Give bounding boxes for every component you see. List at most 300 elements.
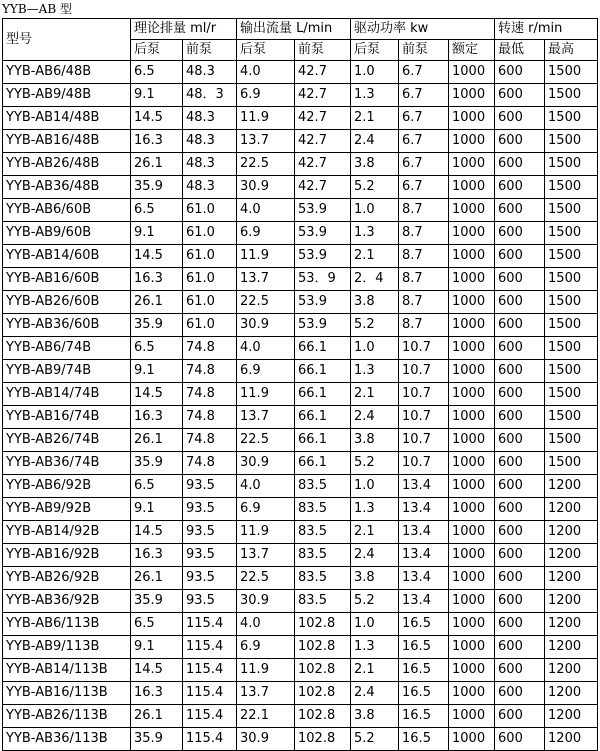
value-cell: 1500 [545, 61, 598, 84]
value-cell: 93.5 [183, 475, 237, 498]
value-cell: 1.3 [351, 360, 399, 383]
value-cell: 5.2 [351, 314, 399, 337]
model-cell: YYB-AB6/74B [3, 337, 131, 360]
table-row [3, 130, 598, 153]
value-cell: 1500 [545, 406, 598, 429]
value-cell: 13.4 [399, 498, 449, 521]
table-row [3, 153, 598, 176]
table-row [3, 659, 598, 682]
value-cell: 48.3 [183, 153, 237, 176]
value-cell: 35.9 [131, 590, 183, 613]
table-row [3, 544, 598, 567]
value-cell: 600 [495, 222, 545, 245]
value-cell: 6.5 [131, 199, 183, 222]
value-cell: 6.7 [399, 84, 449, 107]
model-cell: YYB-AB26/60B [3, 291, 131, 314]
subheader-cell: 最高 [545, 40, 598, 61]
value-cell: 61.0 [183, 314, 237, 337]
value-cell: 600 [495, 130, 545, 153]
value-cell: 8.7 [399, 245, 449, 268]
value-cell: 42.7 [295, 176, 351, 199]
model-cell: YYB-AB16/60B [3, 268, 131, 291]
value-cell: 66.1 [295, 429, 351, 452]
header-flow: 输出流量 L/min [237, 19, 351, 40]
value-cell: 1500 [545, 452, 598, 475]
model-cell: YYB-AB9/48B [3, 84, 131, 107]
value-cell: 1200 [545, 728, 598, 751]
subheader-cell: 额定 [449, 40, 495, 61]
value-cell: 6.7 [399, 176, 449, 199]
value-cell: 600 [495, 613, 545, 636]
value-cell: 1500 [545, 84, 598, 107]
value-cell: 1500 [545, 337, 598, 360]
value-cell: 14.5 [131, 107, 183, 130]
value-cell: 9.1 [131, 84, 183, 107]
value-cell: 1500 [545, 245, 598, 268]
value-cell: 1000 [449, 268, 495, 291]
value-cell: 6.9 [237, 498, 295, 521]
value-cell: 14.5 [131, 521, 183, 544]
table-row [3, 452, 598, 475]
value-cell: 8.7 [399, 268, 449, 291]
table-row [3, 84, 598, 107]
model-cell: YYB-AB16/48B [3, 130, 131, 153]
value-cell: 1000 [449, 383, 495, 406]
value-cell: 1.3 [351, 636, 399, 659]
value-cell: 1200 [545, 659, 598, 682]
value-cell: 53.9 [295, 245, 351, 268]
value-cell: 61.0 [183, 199, 237, 222]
value-cell: 600 [495, 107, 545, 130]
value-cell: 1.0 [351, 199, 399, 222]
value-cell: 6.5 [131, 613, 183, 636]
value-cell: 1000 [449, 291, 495, 314]
value-cell: 1.0 [351, 61, 399, 84]
value-cell: 600 [495, 176, 545, 199]
value-cell: 93.5 [183, 567, 237, 590]
table-row [3, 498, 598, 521]
value-cell: 14.5 [131, 383, 183, 406]
value-cell: 1200 [545, 636, 598, 659]
value-cell: 102.8 [295, 659, 351, 682]
value-cell: 13.4 [399, 475, 449, 498]
header-row [3, 19, 598, 40]
value-cell: 66.1 [295, 406, 351, 429]
model-cell: YYB-AB14/113B [3, 659, 131, 682]
value-cell: 14.5 [131, 245, 183, 268]
value-cell: 115.4 [183, 613, 237, 636]
value-cell: 600 [495, 521, 545, 544]
table-body [3, 61, 598, 751]
value-cell: 4.0 [237, 337, 295, 360]
value-cell: 83.5 [295, 567, 351, 590]
value-cell: 26.1 [131, 429, 183, 452]
value-cell: 8.7 [399, 222, 449, 245]
value-cell: 26.1 [131, 567, 183, 590]
model-cell: YYB-AB36/60B [3, 314, 131, 337]
value-cell: 115.4 [183, 659, 237, 682]
value-cell: 600 [495, 705, 545, 728]
value-cell: 6.9 [237, 84, 295, 107]
value-cell: 1.3 [351, 498, 399, 521]
value-cell: 61.0 [183, 222, 237, 245]
table-row [3, 728, 598, 751]
value-cell: 2.1 [351, 383, 399, 406]
value-cell: 600 [495, 636, 545, 659]
value-cell: 93.5 [183, 590, 237, 613]
value-cell: 600 [495, 245, 545, 268]
model-cell: YYB-AB9/113B [3, 636, 131, 659]
value-cell: 83.5 [295, 544, 351, 567]
value-cell: 9.1 [131, 360, 183, 383]
value-cell: 1000 [449, 659, 495, 682]
value-cell: 6.9 [237, 222, 295, 245]
value-cell: 16.3 [131, 406, 183, 429]
value-cell: 13.4 [399, 590, 449, 613]
subheader-cell: 后泵 [237, 40, 295, 61]
value-cell: 74.8 [183, 360, 237, 383]
value-cell: 600 [495, 153, 545, 176]
value-cell: 6.7 [399, 61, 449, 84]
table-row [3, 682, 598, 705]
value-cell: 1000 [449, 153, 495, 176]
value-cell: 1500 [545, 153, 598, 176]
value-cell: 1000 [449, 429, 495, 452]
value-cell: 1.0 [351, 337, 399, 360]
value-cell: 1.3 [351, 84, 399, 107]
value-cell: 1000 [449, 130, 495, 153]
value-cell: 3.8 [351, 705, 399, 728]
value-cell: 9.1 [131, 222, 183, 245]
table-row [3, 383, 598, 406]
value-cell: 74.8 [183, 337, 237, 360]
value-cell: 10.7 [399, 452, 449, 475]
value-cell: 115.4 [183, 682, 237, 705]
value-cell: 2.1 [351, 521, 399, 544]
value-cell: 42.7 [295, 153, 351, 176]
value-cell: 66.1 [295, 360, 351, 383]
value-cell: 1000 [449, 567, 495, 590]
value-cell: 6.9 [237, 636, 295, 659]
value-cell: 3.8 [351, 567, 399, 590]
table-row [3, 636, 598, 659]
page-title: YYB—AB 型 [2, 2, 72, 16]
value-cell: 600 [495, 199, 545, 222]
table-row [3, 705, 598, 728]
value-cell: 115.4 [183, 705, 237, 728]
value-cell: 93.5 [183, 521, 237, 544]
value-cell: 1200 [545, 705, 598, 728]
table-row [3, 107, 598, 130]
model-cell: YYB-AB36/48B [3, 176, 131, 199]
value-cell: 35.9 [131, 176, 183, 199]
value-cell: 61.0 [183, 268, 237, 291]
value-cell: 1000 [449, 314, 495, 337]
value-cell: 600 [495, 61, 545, 84]
value-cell: 1200 [545, 567, 598, 590]
value-cell: 16.3 [131, 130, 183, 153]
value-cell: 9.1 [131, 636, 183, 659]
model-cell: YYB-AB9/92B [3, 498, 131, 521]
table-row [3, 406, 598, 429]
model-cell: YYB-AB6/48B [3, 61, 131, 84]
value-cell: 600 [495, 383, 545, 406]
table-row [3, 590, 598, 613]
value-cell: 11.9 [237, 245, 295, 268]
table-row [3, 360, 598, 383]
value-cell: 3.8 [351, 291, 399, 314]
value-cell: 48.3 [183, 130, 237, 153]
value-cell: 1000 [449, 498, 495, 521]
value-cell: 10.7 [399, 406, 449, 429]
table-row [3, 521, 598, 544]
value-cell: 1500 [545, 268, 598, 291]
value-cell: 5.2 [351, 176, 399, 199]
value-cell: 6.5 [131, 61, 183, 84]
value-cell: 1000 [449, 636, 495, 659]
value-cell: 10.7 [399, 383, 449, 406]
value-cell: 4.0 [237, 475, 295, 498]
value-cell: 30.9 [237, 452, 295, 475]
value-cell: 1000 [449, 452, 495, 475]
value-cell: 14.5 [131, 659, 183, 682]
value-cell: 1500 [545, 176, 598, 199]
value-cell: 4.0 [237, 613, 295, 636]
model-cell: YYB-AB26/92B [3, 567, 131, 590]
model-cell: YYB-AB6/113B [3, 613, 131, 636]
value-cell: 1000 [449, 61, 495, 84]
value-cell: 42.7 [295, 107, 351, 130]
value-cell: 1000 [449, 521, 495, 544]
model-cell: YYB-AB16/74B [3, 406, 131, 429]
value-cell: 11.9 [237, 383, 295, 406]
value-cell: 53.9 [295, 222, 351, 245]
value-cell: 600 [495, 544, 545, 567]
value-cell: 600 [495, 567, 545, 590]
value-cell: 53．9 [295, 268, 351, 291]
model-cell: YYB-AB26/74B [3, 429, 131, 452]
value-cell: 16.5 [399, 659, 449, 682]
value-cell: 13.7 [237, 130, 295, 153]
value-cell: 102.8 [295, 636, 351, 659]
value-cell: 1000 [449, 84, 495, 107]
table-row [3, 475, 598, 498]
value-cell: 16.3 [131, 682, 183, 705]
value-cell: 1000 [449, 337, 495, 360]
table-row [3, 222, 598, 245]
value-cell: 102.8 [295, 682, 351, 705]
value-cell: 2.4 [351, 682, 399, 705]
value-cell: 600 [495, 475, 545, 498]
value-cell: 30.9 [237, 590, 295, 613]
value-cell: 2.4 [351, 130, 399, 153]
value-cell: 48.3 [183, 61, 237, 84]
value-cell: 66.1 [295, 337, 351, 360]
value-cell: 13.7 [237, 406, 295, 429]
value-cell: 74.8 [183, 429, 237, 452]
value-cell: 102.8 [295, 613, 351, 636]
value-cell: 48.3 [183, 176, 237, 199]
value-cell: 6.5 [131, 337, 183, 360]
value-cell: 2.1 [351, 659, 399, 682]
value-cell: 11.9 [237, 107, 295, 130]
value-cell: 35.9 [131, 314, 183, 337]
model-cell: YYB-AB26/48B [3, 153, 131, 176]
value-cell: 26.1 [131, 153, 183, 176]
value-cell: 600 [495, 314, 545, 337]
value-cell: 16.3 [131, 268, 183, 291]
value-cell: 9.1 [131, 498, 183, 521]
table-row [3, 291, 598, 314]
value-cell: 600 [495, 360, 545, 383]
table-row [3, 199, 598, 222]
value-cell: 600 [495, 682, 545, 705]
model-cell: YYB-AB14/92B [3, 521, 131, 544]
value-cell: 30.9 [237, 728, 295, 751]
subheader-cell: 前泵 [399, 40, 449, 61]
value-cell: 10.7 [399, 360, 449, 383]
value-cell: 1200 [545, 475, 598, 498]
value-cell: 8.7 [399, 314, 449, 337]
subheader-cell: 后泵 [351, 40, 399, 61]
model-cell: YYB-AB14/74B [3, 383, 131, 406]
value-cell: 16.5 [399, 613, 449, 636]
value-cell: 1200 [545, 544, 598, 567]
value-cell: 1000 [449, 590, 495, 613]
value-cell: 1.0 [351, 613, 399, 636]
value-cell: 26.1 [131, 705, 183, 728]
value-cell: 83.5 [295, 590, 351, 613]
value-cell: 48．3 [183, 84, 237, 107]
value-cell: 22.5 [237, 153, 295, 176]
value-cell: 10.7 [399, 429, 449, 452]
value-cell: 1.0 [351, 475, 399, 498]
value-cell: 3.8 [351, 153, 399, 176]
value-cell: 30.9 [237, 176, 295, 199]
value-cell: 1500 [545, 130, 598, 153]
value-cell: 1500 [545, 222, 598, 245]
value-cell: 66.1 [295, 452, 351, 475]
value-cell: 74.8 [183, 383, 237, 406]
table-row [3, 337, 598, 360]
value-cell: 1000 [449, 222, 495, 245]
value-cell: 16.5 [399, 728, 449, 751]
value-cell: 115.4 [183, 636, 237, 659]
model-cell: YYB-AB26/113B [3, 705, 131, 728]
value-cell: 74.8 [183, 406, 237, 429]
model-cell: YYB-AB16/113B [3, 682, 131, 705]
value-cell: 1000 [449, 107, 495, 130]
value-cell: 600 [495, 84, 545, 107]
value-cell: 2.4 [351, 544, 399, 567]
model-cell: YYB-AB14/60B [3, 245, 131, 268]
value-cell: 600 [495, 291, 545, 314]
value-cell: 35.9 [131, 728, 183, 751]
value-cell: 2.1 [351, 107, 399, 130]
value-cell: 42.7 [295, 61, 351, 84]
value-cell: 53.9 [295, 199, 351, 222]
table-row [3, 176, 598, 199]
value-cell: 13.7 [237, 268, 295, 291]
value-cell: 2.4 [351, 406, 399, 429]
value-cell: 1500 [545, 291, 598, 314]
header-power: 驱动功率 kw [351, 19, 495, 40]
value-cell: 16.5 [399, 682, 449, 705]
table-row [3, 268, 598, 291]
value-cell: 93.5 [183, 544, 237, 567]
value-cell: 10.7 [399, 337, 449, 360]
header-model: 型号 [3, 19, 131, 61]
value-cell: 6.7 [399, 107, 449, 130]
value-cell: 61.0 [183, 291, 237, 314]
value-cell: 6.7 [399, 130, 449, 153]
value-cell: 16.5 [399, 636, 449, 659]
value-cell: 1500 [545, 429, 598, 452]
model-cell: YYB-AB6/60B [3, 199, 131, 222]
table-row [3, 61, 598, 84]
value-cell: 102.8 [295, 728, 351, 751]
subheader-cell: 后泵 [131, 40, 183, 61]
value-cell: 48.3 [183, 107, 237, 130]
value-cell: 1000 [449, 199, 495, 222]
model-cell: YYB-AB9/74B [3, 360, 131, 383]
value-cell: 1000 [449, 705, 495, 728]
value-cell: 1000 [449, 544, 495, 567]
value-cell: 600 [495, 659, 545, 682]
value-cell: 4.0 [237, 61, 295, 84]
value-cell: 42.7 [295, 130, 351, 153]
value-cell: 1500 [545, 383, 598, 406]
value-cell: 2．4 [351, 268, 399, 291]
value-cell: 22.5 [237, 291, 295, 314]
value-cell: 115.4 [183, 728, 237, 751]
value-cell: 22.5 [237, 567, 295, 590]
value-cell: 22.1 [237, 705, 295, 728]
value-cell: 600 [495, 429, 545, 452]
value-cell: 1000 [449, 245, 495, 268]
value-cell: 1500 [545, 107, 598, 130]
value-cell: 35.9 [131, 452, 183, 475]
value-cell: 1200 [545, 498, 598, 521]
value-cell: 8.7 [399, 199, 449, 222]
value-cell: 16.5 [399, 705, 449, 728]
subheader-cell: 前泵 [183, 40, 237, 61]
value-cell: 16.3 [131, 544, 183, 567]
value-cell: 1500 [545, 199, 598, 222]
value-cell: 600 [495, 406, 545, 429]
value-cell: 93.5 [183, 498, 237, 521]
value-cell: 53.9 [295, 291, 351, 314]
model-cell: YYB-AB36/74B [3, 452, 131, 475]
model-cell: YYB-AB36/113B [3, 728, 131, 751]
header-displacement: 理论排量 ml/r [131, 19, 237, 40]
value-cell: 8.7 [399, 291, 449, 314]
value-cell: 1000 [449, 728, 495, 751]
value-cell: 74.8 [183, 452, 237, 475]
value-cell: 1200 [545, 613, 598, 636]
value-cell: 5.2 [351, 728, 399, 751]
value-cell: 1200 [545, 682, 598, 705]
value-cell: 30.9 [237, 314, 295, 337]
value-cell: 600 [495, 590, 545, 613]
value-cell: 3.8 [351, 429, 399, 452]
value-cell: 1000 [449, 360, 495, 383]
subheader-cell: 前泵 [295, 40, 351, 61]
value-cell: 13.4 [399, 521, 449, 544]
value-cell: 6.7 [399, 153, 449, 176]
subheader-cell: 最低 [495, 40, 545, 61]
model-cell: YYB-AB14/48B [3, 107, 131, 130]
